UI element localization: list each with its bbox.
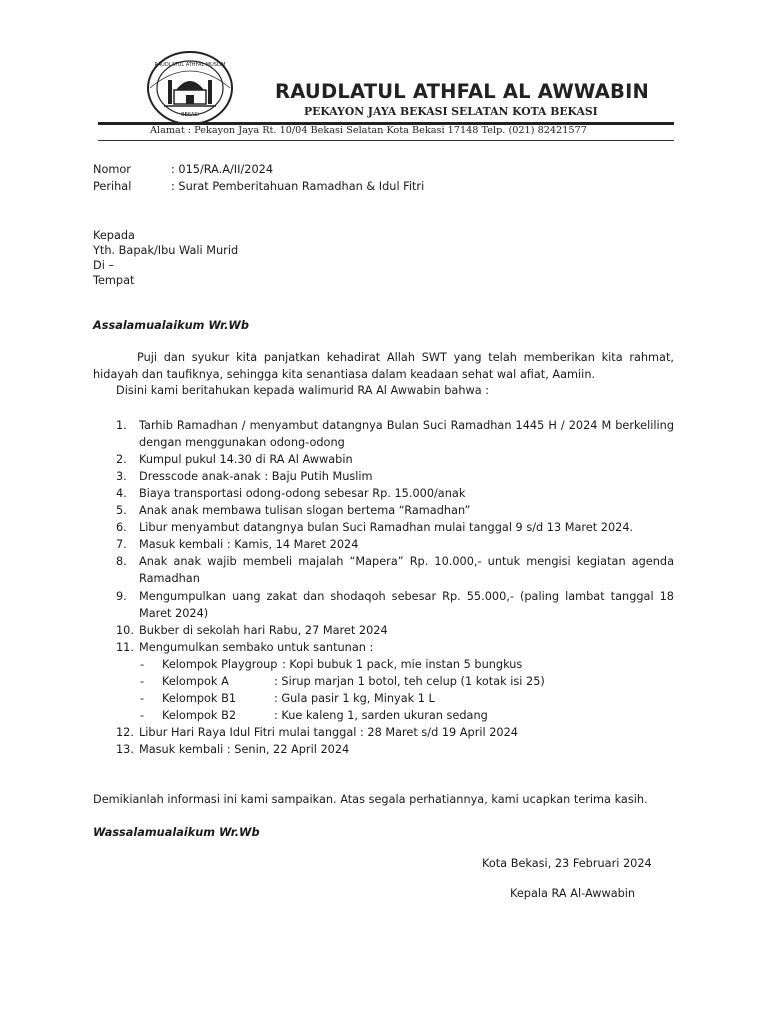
sub-item-value: : Sirup marjan 1 botol, teh celup (1 kotak isi 25)	[274, 675, 545, 688]
list-number: 4.	[116, 487, 127, 500]
sub-item-label: Kelompok Playgroup	[162, 658, 278, 671]
letterhead-rule-thin	[98, 140, 674, 141]
list-number: 13.	[116, 743, 134, 756]
list-item: Kumpul pukul 14.30 di RA Al Awwabin	[139, 453, 353, 466]
intro-paragraph: Puji dan syukur kita panjatkan kehadirat Allah SWT yang telah memberikan kita rahmat, hidayah dan taufiknya, sehingga kita senantiasa dalam keadaan sehat wal afiat, Aamiin.	[93, 351, 674, 381]
list-item: Libur Hari Raya Idul Fitri mulai tanggal : 28 Maret s/d 19 April 2024	[139, 726, 518, 739]
school-address: Alamat : Pekayon Jaya Rt. 10/04 Bekasi Selatan Kota Bekasi 17148 Telp. (021) 82421577	[150, 125, 587, 136]
sub-item-dash: -	[140, 658, 145, 671]
list-item: Masuk kembali : Senin, 22 April 2024	[139, 743, 350, 756]
sub-item-value: : Kue kaleng 1, sarden ukuran sedang	[274, 709, 488, 722]
recipient-line: Di –	[93, 259, 115, 272]
list-item: Mengumpulkan uang zakat dan shodaqoh sebesar Rp. 55.000,- (paling lambat tanggal 18 Maret 2024)	[139, 590, 674, 620]
sub-item-label: Kelompok A	[162, 675, 229, 688]
logo-text-bottom: BEKASI	[181, 112, 199, 118]
list-item: Anak anak wajib membeli majalah “Mapera” Rp. 10.000,- untuk mengisi kegiatan agenda Ramadhan	[139, 555, 674, 585]
sub-item-dash: -	[140, 709, 145, 722]
recipient-line: Kepada	[93, 229, 135, 242]
list-item: Biaya transportasi odong-odong sebesar Rp. 15.000/anak	[139, 487, 466, 500]
perihal-value: : Surat Pemberitahuan Ramadhan & Idul Fitri	[171, 180, 425, 193]
sub-item-label: Kelompok B1	[162, 692, 237, 705]
recipient-line: Tempat	[93, 274, 135, 287]
sub-item-dash: -	[140, 692, 145, 705]
sub-item-value: : Gula pasir 1 kg, Minyak 1 L	[274, 692, 435, 705]
list-number: 7.	[116, 538, 127, 551]
list-number: 8.	[116, 555, 127, 568]
sub-item-value: : Kopi bubuk 1 pack, mie instan 5 bungkus	[282, 658, 523, 671]
list-number: 9.	[116, 590, 127, 603]
list-number: 1.	[116, 419, 127, 432]
sub-item-label: Kelompok B2	[162, 709, 237, 722]
intro-line: Disini kami beritahukan kepada walimurid RA Al Awwabin bahwa :	[116, 384, 490, 397]
list-number: 11.	[116, 641, 134, 654]
list-item: Tarhib Ramadhan / menyambut datangnya Bulan Suci Ramadhan 1445 H / 2024 M berkeliling dengan menggunakan odong-odong	[139, 419, 674, 449]
arabic-title	[300, 36, 648, 86]
list-number: 12.	[116, 726, 134, 739]
list-number: 10.	[116, 624, 134, 637]
list-item: Libur menyambut datangnya bulan Suci Ramadhan mulai tanggal 9 s/d 13 Maret 2024.	[139, 521, 634, 534]
greeting: Assalamualaikum Wr.Wb	[93, 319, 249, 332]
list-item: Mengumulkan sembako untuk santunan :	[139, 641, 374, 654]
signatory-title: Kepala RA Al-Awwabin	[510, 887, 636, 900]
list-item: Masuk kembali : Kamis, 14 Maret 2024	[139, 538, 359, 551]
sub-item-dash: -	[140, 675, 145, 688]
place-date: Kota Bekasi, 23 Februari 2024	[482, 857, 652, 870]
nomor-value: : 015/RA.A/II/2024	[171, 163, 274, 176]
school-location: PEKAYON JAYA BEKASI SELATAN KOTA BEKASI	[304, 105, 598, 118]
recipient-line: Yth. Bapak/Ibu Wali Murid	[93, 244, 239, 257]
list-item: Dresscode anak-anak : Baju Putih Muslim	[139, 470, 373, 483]
list-number: 6.	[116, 521, 127, 534]
logo-text-top: RAUDLATUL ATHFAL MUSLIM	[154, 62, 226, 68]
list-number: 5.	[116, 504, 127, 517]
closing-paragraph: Demikianlah informasi ini kami sampaikan. Atas segala perhatiannya, kami ucapkan terima kasih.	[93, 793, 648, 806]
school-name: RAUDLATUL ATHFAL AL AWWABIN	[275, 80, 650, 103]
nomor-label: Nomor	[93, 163, 131, 176]
school-logo-icon	[146, 50, 234, 126]
farewell: Wassalamualaikum Wr.Wb	[93, 826, 260, 839]
list-number: 2.	[116, 453, 127, 466]
list-item: Bukber di sekolah hari Rabu, 27 Maret 2024	[139, 624, 388, 637]
list-item: Anak anak membawa tulisan slogan bertema “Ramadhan”	[139, 504, 471, 517]
perihal-label: Perihal	[93, 180, 132, 193]
list-number: 3.	[116, 470, 127, 483]
